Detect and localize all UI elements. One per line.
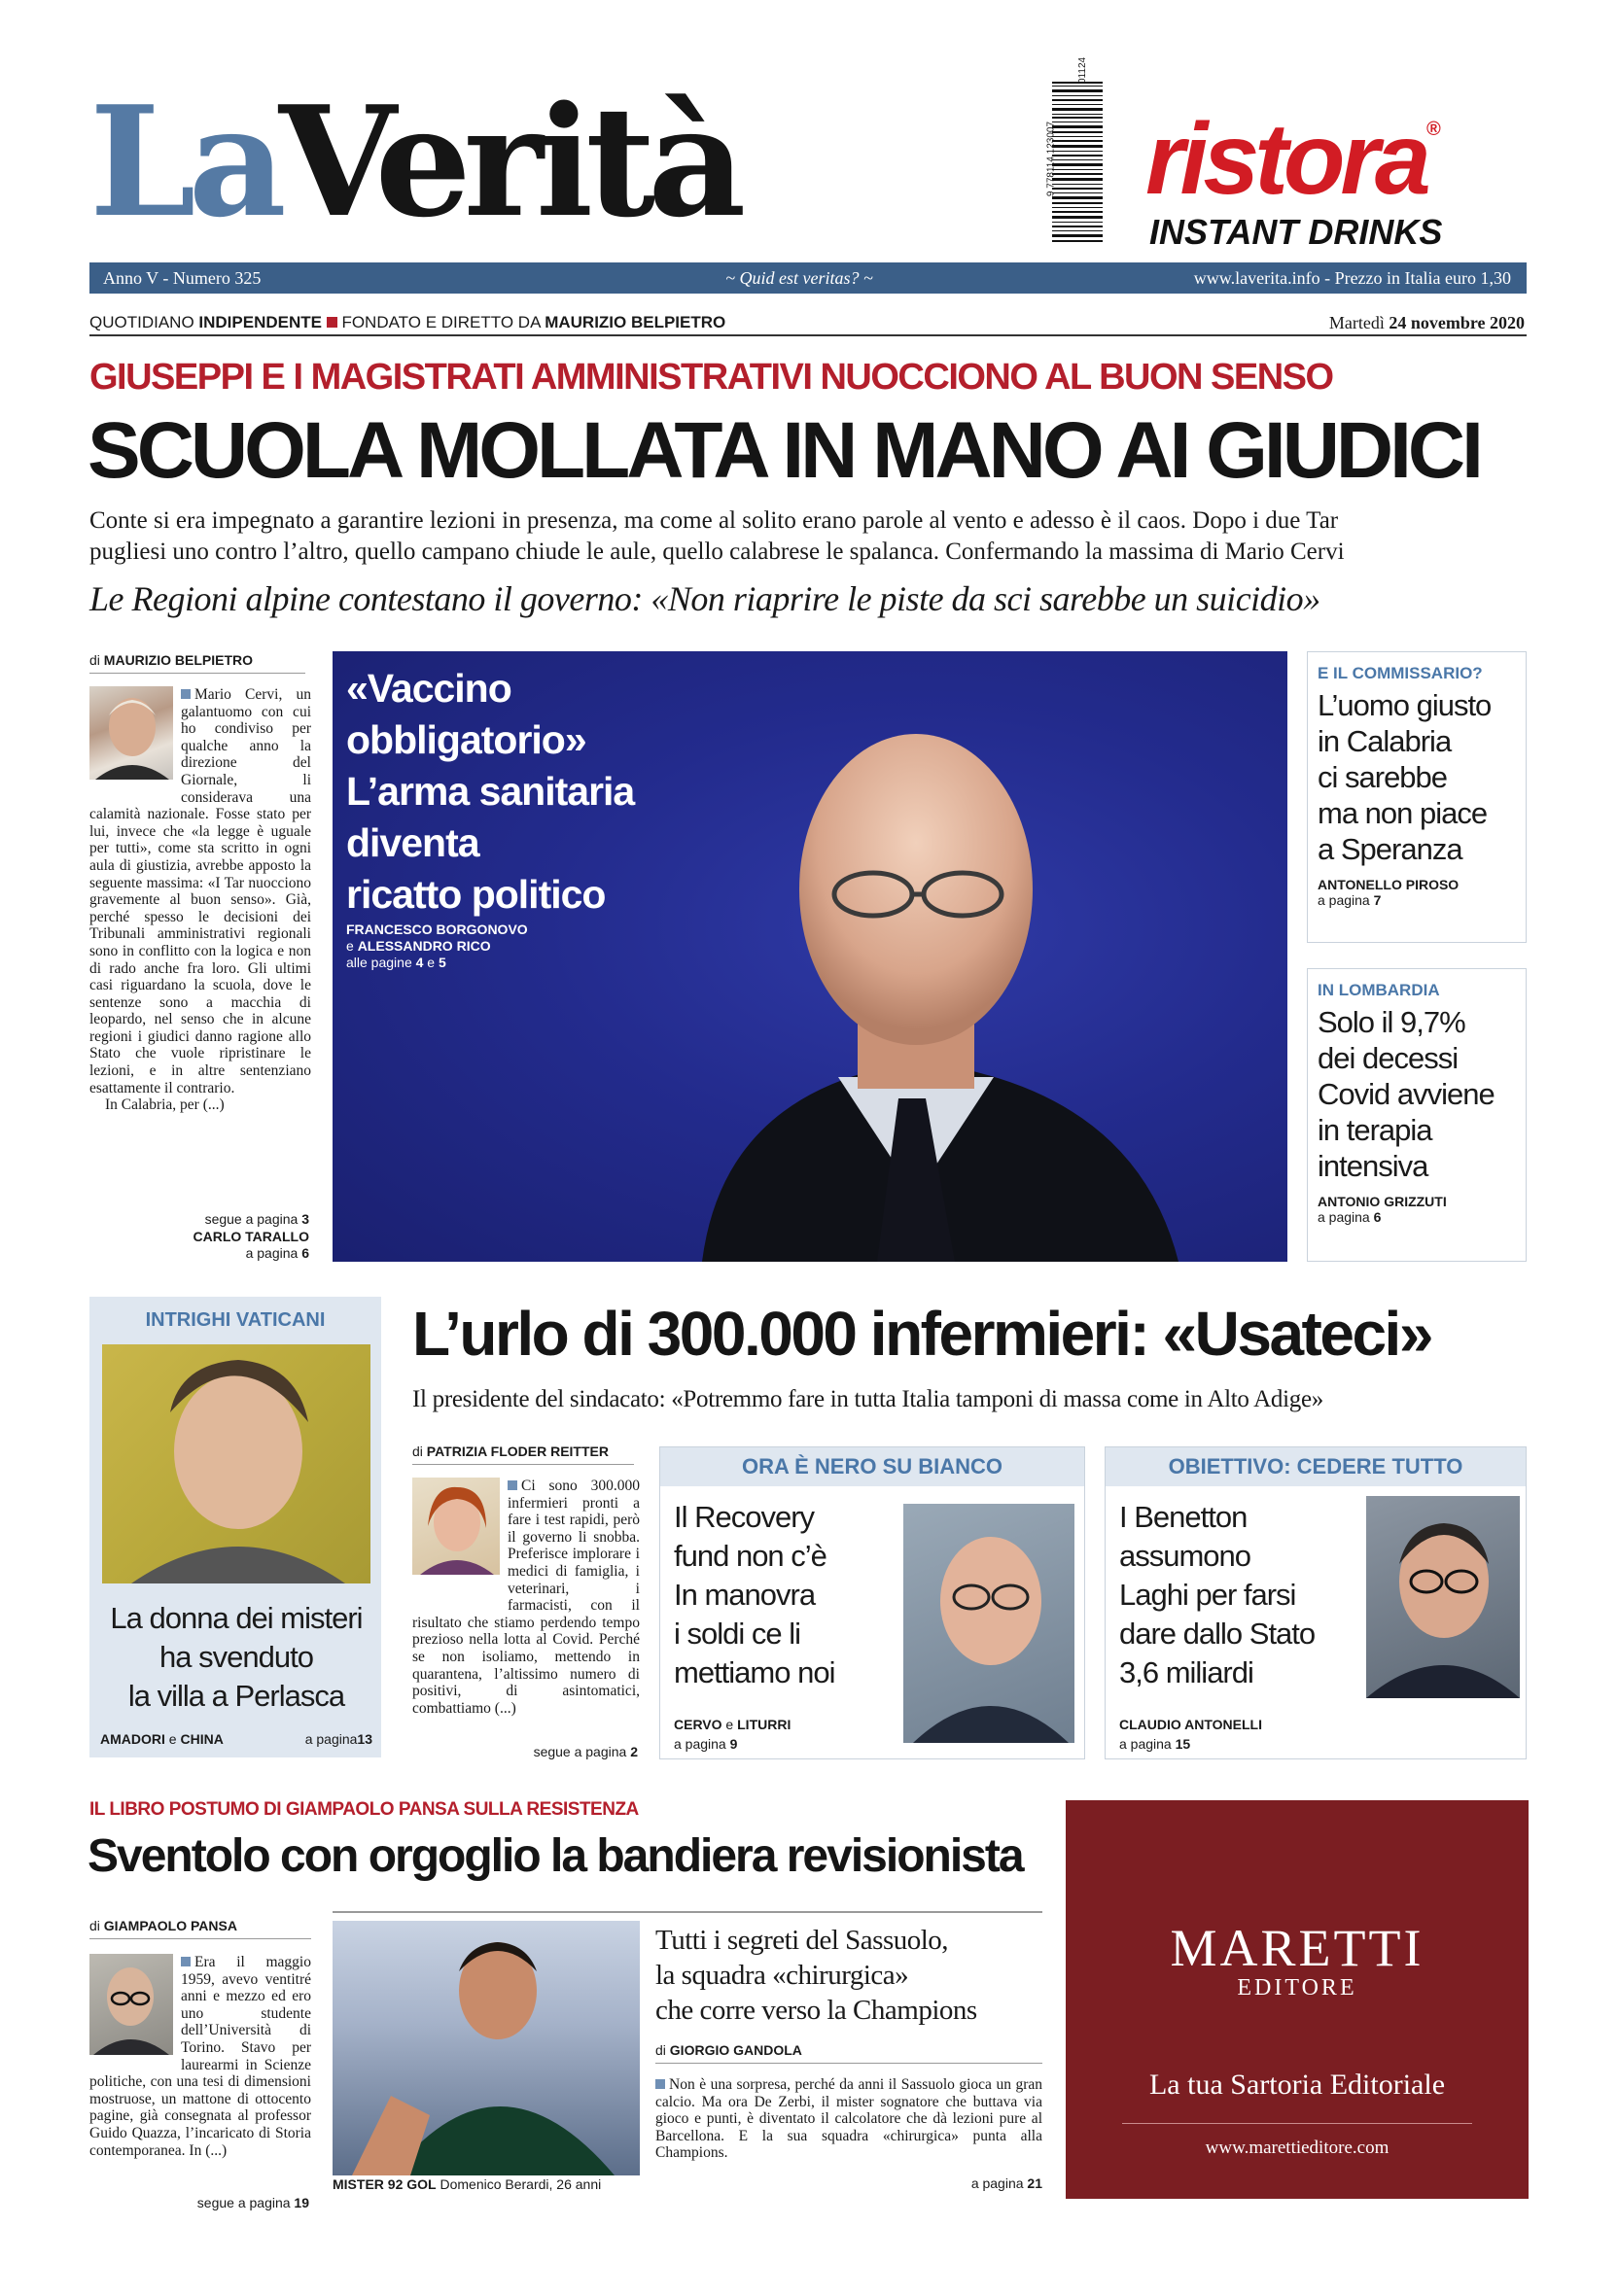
sponsor-reg: ®: [1425, 119, 1441, 140]
barcode: [1035, 56, 1110, 245]
sassuolo-page: [655, 2175, 1042, 2191]
tarallo-author: CARLO TARALLO: [193, 1229, 309, 1244]
ad-brand: MARETTI: [1170, 1919, 1425, 1977]
vaccine-page-a: 4: [415, 955, 424, 970]
side2-page: 6: [1373, 1209, 1382, 1225]
recovery-title: ORA È NERO SU BIANCO: [660, 1447, 1084, 1486]
pansa-kicker: IL LIBRO POSTUMO DI GIAMPAOLO PANSA SULLA RESISTENZA: [89, 1799, 639, 1820]
vaccine-page-and: e: [423, 955, 439, 970]
pansa-author: GIAMPAOLO PANSA: [103, 1918, 237, 1933]
vaccine-headline-2: obbligatorio»: [346, 717, 586, 762]
nurses-continues: [412, 1744, 638, 1759]
vatican-page: 13: [357, 1731, 372, 1747]
recovery-author-1: CERVO: [674, 1717, 722, 1732]
site-price: www.laverita.info - Prezzo in Italia euro 1,30: [1193, 268, 1511, 288]
vaccine-feature[interactable]: [333, 651, 1287, 1262]
sassuolo-page-num: 21: [1027, 2175, 1042, 2191]
sassuolo-by: di: [655, 2042, 670, 2058]
recovery-page-pre: a pagina: [674, 1736, 730, 1752]
sponsor-sub: INSTANT DRINKS: [1149, 212, 1443, 252]
tagline-3: FONDATO E DIRETTO DA: [336, 313, 545, 331]
lead-summary-1: Conte si era impegnato a garantire lezioni in presenza, ma come al solito erano parole al vento e adesso è il caos. Dopo i due Tar: [89, 507, 1339, 534]
caption-bold: MISTER 92 GOL: [333, 2176, 437, 2192]
vaccine-and: e: [346, 938, 358, 954]
sassuolo-headline-2: la squadra «chirurgica»: [655, 1960, 909, 1991]
vatican-title: INTRIGHI VATICANI: [90, 1298, 380, 1337]
pansa-by: di: [89, 1918, 104, 1933]
editorial-body: Mario Cervi, un galantuomo con cui ho condiviso per qualche anno la direzione del Giornale, li considerava una calamità nazionale. Fosse stato per lui, invece che «la legge è uguale per tutti», come sta scritto in ogni aula di giustizia, avrebbe apposto la seguente massima: «I Tar nuocciono gravemente al buon senso». Già, perché spesso le decisioni dei Tribunali amministrativi regionali sono in conflitto con la logica e non di rado anche fra loro. Gli ultimi casi riguardano la scuola, dove le sentenze sono a macchia di leopardo, nel senso che in alcune regioni i giudici danno ragione allo Stato che vuole ripristinare le lezioni, e in altre sentenziano esattamente il contrario.: [89, 686, 311, 1096]
sassuolo-author: GIORGIO GANDOLA: [669, 2042, 802, 2058]
pansa-byline: [89, 1917, 311, 1939]
nurses-author: PATRIZIA FLODER REITTER: [426, 1444, 609, 1459]
vaccine-headline-4: diventa: [346, 820, 479, 865]
benetton-line: assumono: [1119, 1539, 1251, 1573]
vatican-line: La donna dei misteri: [110, 1601, 363, 1635]
recovery-and: e: [721, 1717, 738, 1732]
pansa-cont-pre: segue a pagina: [196, 2195, 295, 2210]
side1-line: a Speranza: [1318, 832, 1462, 866]
vatican-line: ha svenduto: [159, 1640, 313, 1674]
vaccine-headline-3: L’arma sanitaria: [346, 769, 635, 814]
caption-rest: Domenico Berardi, 26 anni: [436, 2176, 602, 2192]
recovery-line: fund non c’è: [674, 1539, 827, 1573]
portrait-icon: [1366, 1496, 1520, 1698]
square-icon: [181, 1957, 191, 1966]
sassuolo-page-pre: a pagina: [970, 2175, 1028, 2191]
side1-line: ma non piace: [1318, 796, 1488, 830]
editorial-text: [89, 686, 311, 1114]
ad-sub: EDITORE: [1237, 1975, 1357, 2000]
recovery-box[interactable]: [659, 1446, 1085, 1759]
editorial-byline: [89, 651, 305, 674]
portrait-icon: [903, 1504, 1074, 1743]
vatican-line: la villa a Perlasca: [127, 1679, 345, 1713]
benetton-line: Laghi per farsi: [1119, 1578, 1296, 1612]
editorial-cont-num: 3: [301, 1211, 309, 1227]
side1-author: ANTONELLO PIROSO: [1318, 877, 1460, 892]
vatican-and: e: [164, 1731, 181, 1747]
masthead-logo: [89, 70, 738, 255]
editorial-tail: In Calabria, per (...): [105, 1096, 225, 1114]
recovery-line: i soldi ce li: [674, 1617, 800, 1651]
vaccine-headline-5: ricatto politico: [346, 872, 606, 917]
gualtieri-photo: [903, 1504, 1074, 1743]
vaccine-page-b: 5: [439, 955, 446, 970]
sassuolo-rule: [333, 1911, 1042, 1913]
pansa-body: Era il maggio 1959, avevo ventitré anni e mezzo ed ero uno studente dell’Università di Torino. Stavo per laurearmi in Scienze politiche, con una tesi di dimensioni mostruose, un mattone di ottocento pagine, già consegnata al professor Guido Quazza, l’incaricato di Storia contemporanea. In (...): [89, 1954, 311, 2159]
sassuolo-headline-1: Tutti i segreti del Sassuolo,: [655, 1925, 949, 1956]
benetton-line: I Benetton: [1119, 1500, 1248, 1534]
square-icon: [327, 317, 337, 328]
nurses-body: Ci sono 300.000 infermieri pronti a fare i test rapidi, però il governo li snobba. Preferisce implorare i medici di famiglia, i veterinari, i farmacisti, con il risultato che stiamo perdendo tempo prezioso nella lotta al Covid. Perché se non isoliamo, mettendo in quarantena, l’altissimo numero di positivi, di asintomatici, combattiamo (...): [412, 1478, 640, 1717]
square-icon: [508, 1480, 517, 1490]
nurses-text: [412, 1478, 640, 1717]
logo-la: La: [89, 73, 279, 251]
vatican-author-1: AMADORI: [100, 1731, 165, 1747]
sassuolo-byline: [655, 2041, 1042, 2064]
tagline-1: QUOTIDIANO: [89, 313, 199, 331]
recovery-line: mettiamo noi: [674, 1655, 835, 1689]
side1-line: L’uomo giusto: [1318, 688, 1492, 722]
vatican-photo: [102, 1344, 370, 1583]
sponsor-name: ristora: [1145, 103, 1426, 216]
side-box-lombardia[interactable]: [1307, 968, 1527, 1262]
date-rest: 24 novembre 2020: [1389, 313, 1525, 332]
motto: ~ Quid est veritas? ~: [725, 268, 873, 288]
benetton-page-pre: a pagina: [1119, 1736, 1176, 1752]
editorial-cont-pre: segue a pagina: [204, 1211, 302, 1227]
sassuolo-headline-3: che corre verso la Champions: [655, 1995, 977, 2026]
laghi-photo: [1366, 1496, 1520, 1698]
tarallo-page[interactable]: [89, 1245, 309, 1261]
lead-summary: [89, 505, 1529, 568]
side2-line: intensiva: [1318, 1149, 1428, 1183]
issue-number: Anno V - Numero 325: [103, 268, 262, 288]
lead-kicker: GIUSEPPI E I MAGISTRATI AMMINISTRATIVI NUOCCIONO AL BUON SENSO: [89, 357, 1333, 398]
side2-line: dei decessi: [1318, 1041, 1459, 1075]
pansa-cont-num: 19: [294, 2195, 309, 2210]
recovery-line: Il Recovery: [674, 1500, 815, 1534]
ad-url[interactable]: www.marettieditore.com: [1205, 2138, 1389, 2158]
ad-divider: [1122, 2123, 1472, 2124]
nurses-deck: Il presidente del sindacato: «Potremmo fare in tutta Italia tamponi di massa come in Alto Adige»: [412, 1386, 1323, 1412]
vaccine-author-1: FRANCESCO BORGONOVO: [346, 922, 528, 937]
recovery-line: In manovra: [674, 1578, 816, 1612]
sassuolo-text: [655, 2076, 1042, 2162]
tarallo-page-pre: a pagina: [245, 1245, 302, 1261]
portrait-icon: [333, 1921, 640, 2175]
lead-deck: Le Regioni alpine contestano il governo: «Non riaprire le piste da sci sarebbe un suicidio»: [89, 579, 1320, 618]
logo-verita: Verità: [278, 73, 739, 251]
sassuolo-body: Non è una sorpresa, perché da anni il Sassuolo gioca un gran calcio. Ma ora De Zerbi, il mister sognatore che buttava via gioco e punti, è diventato il calcolatore che dà lezioni pure al Barcellona. E la sua squadra «chirurgica» punta alla Champions.: [655, 2076, 1042, 2162]
vatican-page-pre: a pagina: [304, 1731, 358, 1747]
side1-page-pre: a pagina: [1318, 892, 1374, 908]
tarallo-page-num: 6: [301, 1245, 309, 1261]
side2-kicker: IN LOMBARDIA: [1318, 981, 1440, 999]
berardi-photo: [333, 1921, 640, 2175]
sassuolo-headline: [655, 1923, 1044, 2028]
tagline-2: INDIPENDENTE: [198, 313, 322, 331]
portrait-icon: [102, 1344, 370, 1583]
pansa-text: [89, 1954, 311, 2159]
vaccine-pages-pre: alle pagine: [346, 955, 416, 970]
lead-headline: SCUOLA MOLLATA IN MANO AI GIUDICI: [88, 406, 1480, 495]
barcode-issue: 01124: [1077, 56, 1088, 84]
side2-line: in terapia: [1318, 1113, 1432, 1147]
benetton-title: OBIETTIVO: CEDERE TUTTO: [1106, 1447, 1526, 1486]
benetton-line: 3,6 miliardi: [1119, 1655, 1253, 1689]
side2-line: Covid avviene: [1318, 1077, 1495, 1111]
nurses-by: di: [412, 1444, 427, 1459]
side1-kicker: E IL COMMISSARIO?: [1318, 664, 1483, 682]
lead-summary-2: pugliesi uno contro l’altro, quello campano chiude le aule, quello calabrese le spalanca. Confermando la massima di Mario Cervi: [89, 539, 1345, 565]
tagline-4: MAURIZIO BELPIETRO: [545, 313, 726, 331]
nurses-cont-num: 2: [630, 1744, 638, 1759]
side1-line: ci sarebbe: [1318, 760, 1448, 794]
barcode-number: 9 778114 123007: [1045, 121, 1057, 197]
side1-line: in Calabria: [1318, 724, 1452, 758]
vaccine-headline-1: «Vaccino: [346, 666, 511, 711]
editorial-continues: [89, 1211, 309, 1228]
side2-author: ANTONIO GRIZZUTI: [1318, 1194, 1447, 1209]
benetton-page: 15: [1175, 1736, 1191, 1752]
sponsor-logo: [1145, 76, 1534, 251]
vatican-author-2: CHINA: [180, 1731, 224, 1747]
nurses-headline: L’urlo di 300.000 infermieri: «Usateci»: [412, 1299, 1431, 1369]
nurses-cont-pre: segue a pagina: [533, 1744, 631, 1759]
pansa-continues: [89, 2195, 309, 2210]
maretti-ad[interactable]: [1066, 1800, 1529, 2199]
benetton-line: dare dallo Stato: [1119, 1617, 1316, 1651]
recovery-page: 9: [729, 1736, 738, 1752]
berardi-caption: [333, 2175, 653, 2195]
motto-text: Quid est veritas?: [739, 268, 860, 288]
square-icon: [181, 689, 191, 699]
side1-page: 7: [1373, 892, 1382, 908]
recovery-author-2: LITURRI: [737, 1717, 791, 1732]
tagline: [89, 309, 725, 336]
side2-line: Solo il 9,7%: [1318, 1005, 1465, 1039]
side-box-commissario[interactable]: [1307, 651, 1527, 943]
nurses-byline: [412, 1443, 634, 1465]
vaccine-author-2: ALESSANDRO RICO: [357, 938, 491, 954]
side2-page-pre: a pagina: [1318, 1209, 1374, 1225]
square-icon: [655, 2079, 665, 2089]
pansa-headline: Sventolo con orgoglio la bandiera revisionista: [88, 1830, 1023, 1882]
editorial-by: di: [89, 652, 104, 668]
date-day: Martedì: [1328, 313, 1389, 332]
editorial-author: MAURIZIO BELPIETRO: [103, 652, 254, 668]
masthead-subbar: [89, 309, 1527, 336]
ad-tagline: La tua Sartoria Editoriale: [1148, 2069, 1446, 2101]
date: [1329, 309, 1525, 336]
benetton-author: CLAUDIO ANTONELLI: [1119, 1717, 1262, 1732]
benetton-box[interactable]: [1105, 1446, 1527, 1759]
masthead-bar: [89, 262, 1527, 294]
vatican-box[interactable]: [89, 1297, 381, 1757]
